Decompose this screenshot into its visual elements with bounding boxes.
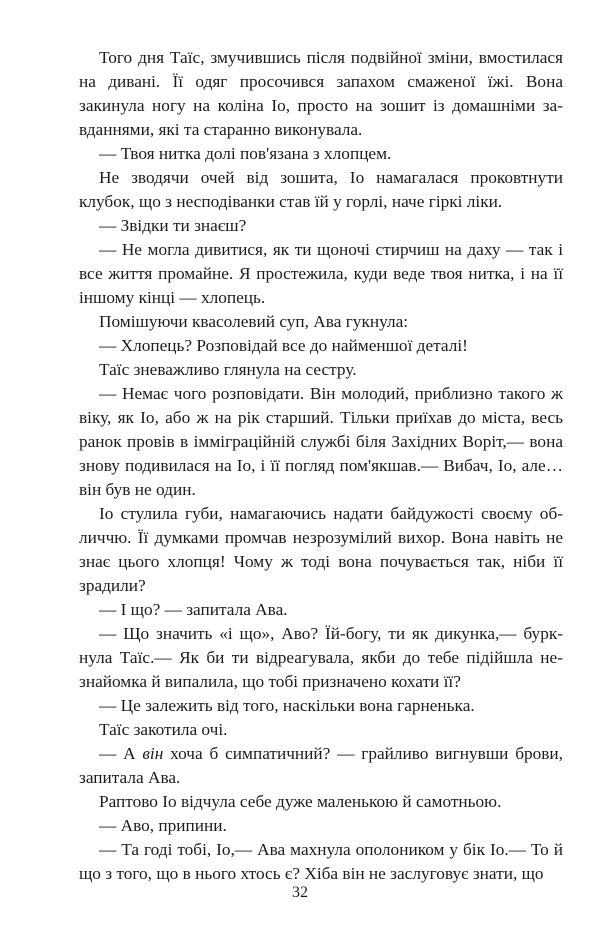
paragraph: — Хлопець? Розповідай все до найменшої деталі! [99, 336, 468, 355]
paragraph: Не зводячи очей від зошита, Іо намагалася проковтнути клубок, що з несподіванки став їй у горлі, наче гіркі ліки. [79, 168, 563, 211]
paragraph: — Що значить «і що», Аво? Їй-богу, ти як дикунка,— буркнула Таїс.— Як би ти відреагувала, якби до тебе підійшла незнайомка й випалила, що тобі призначено кохати її? [79, 624, 563, 691]
page-number: 32 [292, 884, 308, 901]
paragraph: Іо стулила губи, намагаючись надати байдужості своєму обличчю. Її думками промчав незрозумілий вихор. Вона навіть не знає цього хлопця! Чому ж тоді вона почувається так, ніби її зрадили? [79, 504, 563, 595]
paragraph: Таїс зневажливо глянула на сестру. [99, 360, 357, 379]
paragraph: — Твоя нитка долі пов'язана з хлопцем. [99, 144, 392, 163]
paragraph: — Звідки ти знаєш? [99, 216, 247, 235]
paragraph: — А він хоча б симпатичний? — грайливо вигнувши брови, запитала Ава. [79, 744, 563, 787]
emphasis: він [142, 744, 164, 763]
paragraph: — Це залежить від того, наскільки вона гарненька. [99, 696, 475, 715]
paragraph: — Та годі тобі, Іо,— Ава махнула ополоником у бік Іо.— То й що з того, що в нього хтось є? Хіба він не заслуговує знати, що [79, 840, 563, 883]
paragraph: Раптово Іо відчула себе дуже маленькою й самотньою. [99, 792, 502, 811]
paragraph: Того дня Таїс, змучившись після подвійної зміни, вмостилася на дивані. Її одяг просочився запахом смаженої їжі. Вона закинула ногу на коліна Іо, просто на зошит із домашніми завданнями, які та старанно виконувала. [79, 48, 563, 139]
paragraph: — Немає чого розповідати. Він молодий, приблизно такого ж віку, як Іо, або ж на рік старший. Тільки приїхав до міста, весь ранок провів в імміграційній службі біля Західних Воріт,— вона знову подивилася на Іо, і її погляд пом'якшав.— Вибач, Іо, але… він був не один. [79, 384, 563, 499]
paragraph: — Аво, припини. [99, 816, 227, 835]
paragraph: Таїс закотила очі. [99, 720, 228, 739]
paragraph: — Не могла дивитися, як ти щоночі стирчиш на даху — так і все життя промайне. Я простежила, куди веде твоя нитка, і на її іншому кінці — хлопець. [79, 240, 563, 307]
paragraph: Помішуючи квасолевий суп, Ава гукнула: [99, 312, 409, 331]
paragraph: — І що? — запитала Ава. [99, 600, 288, 619]
body-text [79, 46, 563, 886]
